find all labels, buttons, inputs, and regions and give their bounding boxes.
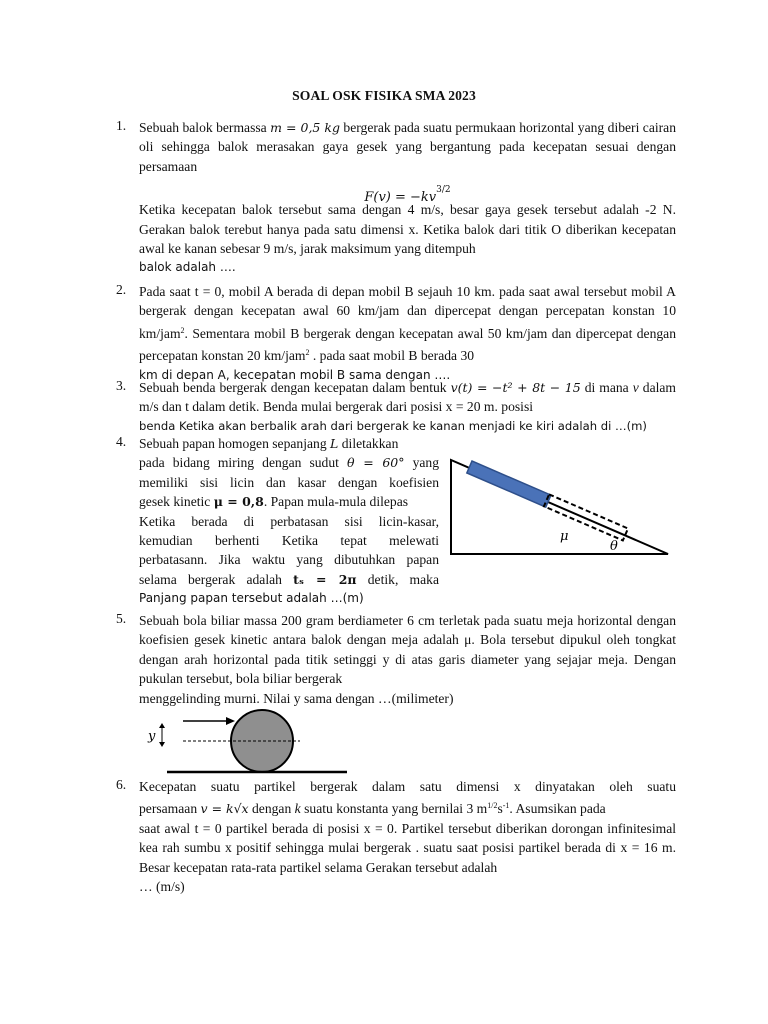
question-number: 5. [116, 611, 127, 626]
question-number: 1. [116, 118, 127, 133]
question-6-line: persamaan v = k√x dengan k suatu konstanta yang bernilai 3 $m^{1/2}s^{-1}$. Asumsikan pada [139, 801, 606, 817]
question-3-tail: benda Ketika akan berbalik arah dari bergerak ke kanan menjadi ke kiri adalah di …(m) [139, 418, 647, 433]
question-5-body: Sebuah bola biliar massa 200 gram berdiameter 6 cm terletak pada suatu meja horizontal dengan koefisien gesek kinetic antara balok dengan meja adalah μ. Bola tersebut dipukul oleh tongkat dengan arah horizontal pada titik setinggi y di atas garis diameter yang sejajar meja. Dengan pukulan tersebut, bola biliar bergerak [139, 613, 676, 687]
question-1-tail: balok adalah …. [139, 260, 236, 275]
billiard-figure [140, 708, 360, 778]
question-6-tail: … (m/s) [139, 879, 185, 895]
question-4-line: Ketika berada di perbatasan sisi licin-kasar, [139, 513, 439, 529]
incline-figure [448, 452, 678, 562]
friction-equation: $F(v) = -kv^{3/2}$ [364, 185, 451, 206]
question-1-intro: Sebuah balok bermassa m = 0,5 kg bergerak pada suatu permukaan horizontal yang diberi cairan oli sehingga balok merasakan gaya gesek yang bergantung pada kecepatan sesuai dengan persamaan [139, 120, 676, 174]
question-4-line: memiliki sisi licin dan kasar dengan koefisien [139, 474, 439, 490]
question-4-line: kemudian berhenti Ketika tepat melewati [139, 533, 439, 549]
question-6-body: saat awal t = 0 partikel berada di posisi x = 0. Partikel tersebut diberikan dorongan infinitesimal kea rah sumbu x positif sehingga mulai bergerak . suatu saat posisi partikel berada di x = 16 m. Besar kecepatan rata-rata partikel selama Gerakan tersebut adalah [139, 820, 676, 875]
question-4-line: perbatasann. Jika waktu yang dibutuhkan papan [139, 552, 439, 568]
figure-mu-label: μ [560, 529, 569, 544]
question-4-line: gesek kinetic μ = 0,8. Papan mula-mula dilepas [139, 494, 409, 510]
question-number: 6. [116, 777, 127, 792]
question-3-body: Sebuah benda bergerak dengan kecepatan dalam bentuk v(t) = −t² + 8t − 15 di mana v dalam m/s dan t dalam detik. Benda mulai bergerak dari posisi x = 20 m. posisi [139, 380, 676, 415]
question-4-line: pada bidang miring dengan sudut θ = 60° yang [139, 455, 439, 471]
question-4-line: selama bergerak adalah tₛ = 2π detik, maka [139, 571, 439, 587]
figure-y-label: y [148, 729, 156, 744]
question-number: 2. [116, 282, 127, 297]
question-number: 4. [116, 434, 127, 449]
figure-theta-label: θ [610, 539, 618, 554]
question-1-body: Ketika kecepatan balok tersebut sama dengan 4 m/s, besar gaya gesek tersebut adalah -2 N. Gerakan balok terebut hanya pada satu dimensi x. Ketika balok dari titik O diberikan kecepatan awal ke kanan sebesar 9 m/s, jarak maksimum yang ditempuh [139, 202, 676, 257]
question-number: 3. [116, 378, 127, 393]
question-6-line: Kecepatan suatu partikel bergerak dalam satu dimensi x dinyatakan oleh suatu [139, 779, 676, 794]
question-4-tail: Panjang papan tersebut adalah …(m) [139, 591, 364, 606]
question-2-body: Pada saat t = 0, mobil A berada di depan mobil B sejauh 10 km. pada saat awal tersebut mobil A bergerak dengan kecepatan awal 60 km/jam dan dipercepat dengan percepatan konstan 10 km/jam$^2$. Sementara mobil B bergerak dengan kecepatan awal 50 km/jam dan dipercepat dengan percepatan konstan 20 km/jam$^2$ . pada saat mobil B berada 30 [139, 284, 676, 364]
document-title: SOAL OSK FISIKA SMA 2023 [292, 88, 476, 103]
question-2-tail: km di depan A, kecepatan mobil B sama dengan …. [139, 367, 451, 382]
arrow-head [226, 717, 235, 725]
question-5-tail: menggelinding murni. Nilai y sama dengan …(milimeter) [139, 690, 454, 706]
question-4-line: Sebuah papan homogen sepanjang L diletakkan [139, 436, 399, 451]
plank [467, 461, 551, 507]
